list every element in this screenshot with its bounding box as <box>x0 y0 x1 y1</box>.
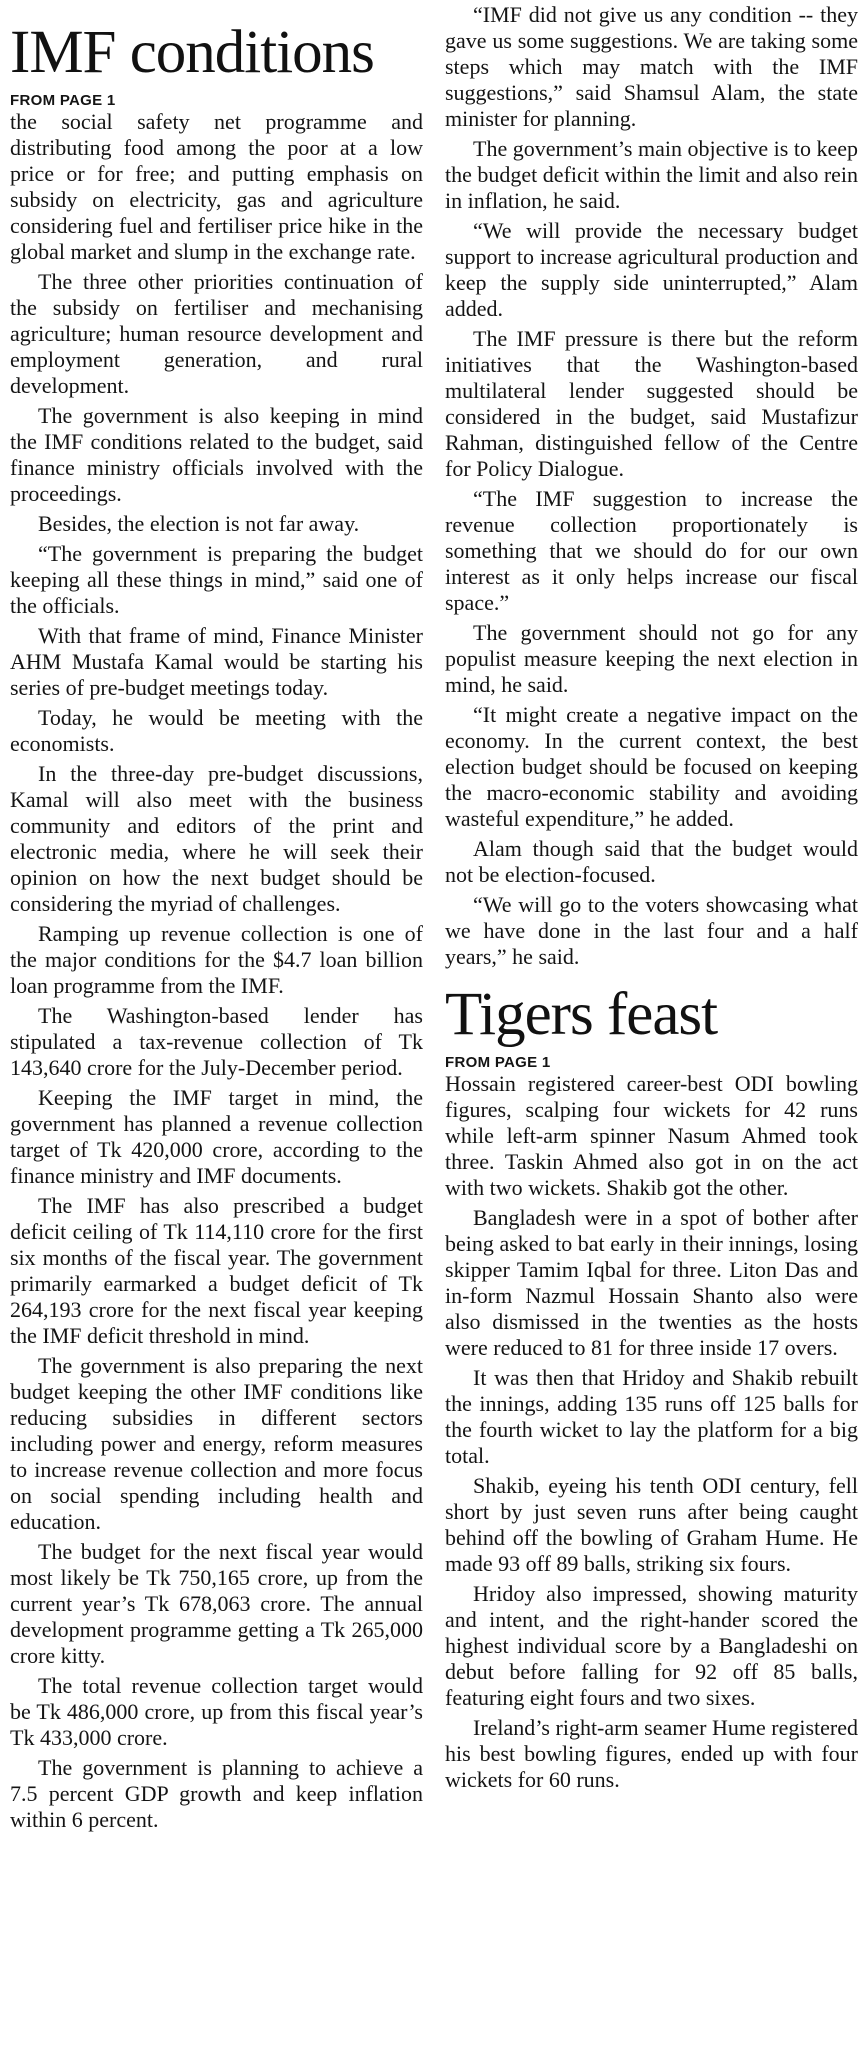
tigers-jump-label: FROM PAGE 1 <box>445 1054 551 1071</box>
imf-paragraph: Keeping the IMF target in mind, the government has planned a revenue collection target of Tk 420,000 crore, according to the finance ministry and IMF documents. <box>10 1085 423 1188</box>
imf-paragraph: “We will go to the voters showcasing what we have done in the last four and a half years,” he said. <box>445 892 858 969</box>
imf-paragraph: “IMF did not give us any condition -- they gave us some suggestions. We are taking some steps which may match with the IMF suggestions,” said Shamsul Alam, the state minister for planning. <box>445 2 858 131</box>
imf-paragraph: The Washington-based lender has stipulated a tax-revenue collection of Tk 143,640 crore for the July-December period. <box>10 1003 423 1080</box>
tigers-paragraph: Hossain registered career-best ODI bowling figures, scalping four wickets for 42 runs while left-arm spinner Nasum Ahmed took three. Taskin Ahmed also got in on the act with two wickets. Shakib got the other. <box>445 1071 858 1200</box>
imf-paragraph: The government is planning to achieve a 7.5 percent GDP growth and keep inflation within 6 percent. <box>10 1755 423 1832</box>
tigers-paragraph: Shakib, eyeing his tenth ODI century, fell short by just seven runs after being caught behind off the bowling of Graham Hume. He made 93 off 89 balls, striking six fours. <box>445 1473 858 1576</box>
newspaper-page <box>10 0 858 2046</box>
imf-paragraph: Ramping up revenue collection is one of the major conditions for the $4.7 loan billion loan programme from the IMF. <box>10 921 423 998</box>
right-column <box>445 0 858 2046</box>
imf-paragraph: The IMF pressure is there but the reform initiatives that the Washington-based multilateral lender suggested should be considered in the budget, said Mustafizur Rahman, distinguished fellow of the Centre for Policy Dialogue. <box>445 326 858 481</box>
imf-paragraph: Today, he would be meeting with the economists. <box>10 705 423 756</box>
imf-paragraph: The government is also keeping in mind the IMF conditions related to the budget, said finance ministry officials involved with the proceedings. <box>10 403 423 506</box>
tigers-paragraph: Hridoy also impressed, showing maturity and intent, and the right-hander scored the highest individual score by a Bangladeshi on debut before falling for 92 off 85 balls, featuring eight fours and two sixes. <box>445 1581 858 1710</box>
imf-paragraph: With that frame of mind, Finance Minister AHM Mustafa Kamal would be starting his series of pre-budget meetings today. <box>10 623 423 700</box>
imf-paragraph: the social safety net programme and distributing food among the poor at a low price or for free; and putting emphasis on subsidy on electricity, gas and agriculture considering fuel and fertiliser price hike in the global market and slump in the exchange rate. <box>10 109 423 264</box>
imf-paragraph: The total revenue collection target would be Tk 486,000 crore, up from this fiscal year’s Tk 433,000 crore. <box>10 1673 423 1750</box>
tigers-paragraph: Bangladesh were in a spot of bother after being asked to bat early in their innings, losing skipper Tamim Iqbal for three. Liton Das and in-form Nazmul Hossain Shanto also were also dismissed in the twenties as the hosts were reduced to 81 for three inside 17 overs. <box>445 1205 858 1360</box>
imf-jump-label: FROM PAGE 1 <box>10 92 116 109</box>
imf-paragraph: “The government is preparing the budget keeping all these things in mind,” said one of the officials. <box>10 541 423 618</box>
tigers-paragraph: It was then that Hridoy and Shakib rebuilt the innings, adding 135 runs off 125 balls for the fourth wicket to lay the platform for a big total. <box>445 1365 858 1468</box>
tigers-headline: Tigers feast <box>445 981 718 1048</box>
imf-paragraph: The government is also preparing the next budget keeping the other IMF conditions like reducing subsidies in different sectors including power and energy, reform measures to increase revenue collection and more focus on social spending including health and education. <box>10 1353 423 1534</box>
imf-paragraph: “The IMF suggestion to increase the revenue collection proportionately is something that we should do for our own interest as it only helps increase our fiscal space.” <box>445 486 858 615</box>
imf-paragraph: “We will provide the necessary budget support to increase agricultural production and keep the supply side uninterrupted,” Alam added. <box>445 218 858 321</box>
imf-paragraph: In the three-day pre-budget discussions, Kamal will also meet with the business community and editors of the print and electronic media, where he will seek their opinion on how the next budget should be considering the myriad of challenges. <box>10 761 423 916</box>
imf-paragraph: The IMF has also prescribed a budget deficit ceiling of Tk 114,110 crore for the first six months of the fiscal year. The government primarily earmarked a budget deficit of Tk 264,193 crore for the next fiscal year keeping the IMF deficit threshold in mind. <box>10 1193 423 1348</box>
left-column <box>10 0 423 2046</box>
imf-headline: IMF conditions <box>10 19 374 86</box>
imf-paragraph: “It might create a negative impact on the economy. In the current context, the best election budget should be focused on keeping the macro-economic stability and avoiding wasteful expenditure,” he added. <box>445 702 858 831</box>
tigers-paragraph: Ireland’s right-arm seamer Hume registered his best bowling figures, ended up with four wickets for 60 runs. <box>445 1715 858 1792</box>
imf-paragraph: The budget for the next fiscal year would most likely be Tk 750,165 crore, up from the current year’s Tk 678,063 crore. The annual development programme getting a Tk 265,000 crore kitty. <box>10 1539 423 1668</box>
imf-paragraph: The government should not go for any populist measure keeping the next election in mind, he said. <box>445 620 858 697</box>
imf-paragraph: The three other priorities continuation of the subsidy on fertiliser and mechanising agriculture; human resource development and employment generation, and rural development. <box>10 269 423 398</box>
imf-paragraph: Alam though said that the budget would not be election-focused. <box>445 836 858 887</box>
imf-paragraph: The government’s main objective is to keep the budget deficit within the limit and also rein in inflation, he said. <box>445 136 859 213</box>
imf-paragraph: Besides, the election is not far away. <box>38 511 360 536</box>
